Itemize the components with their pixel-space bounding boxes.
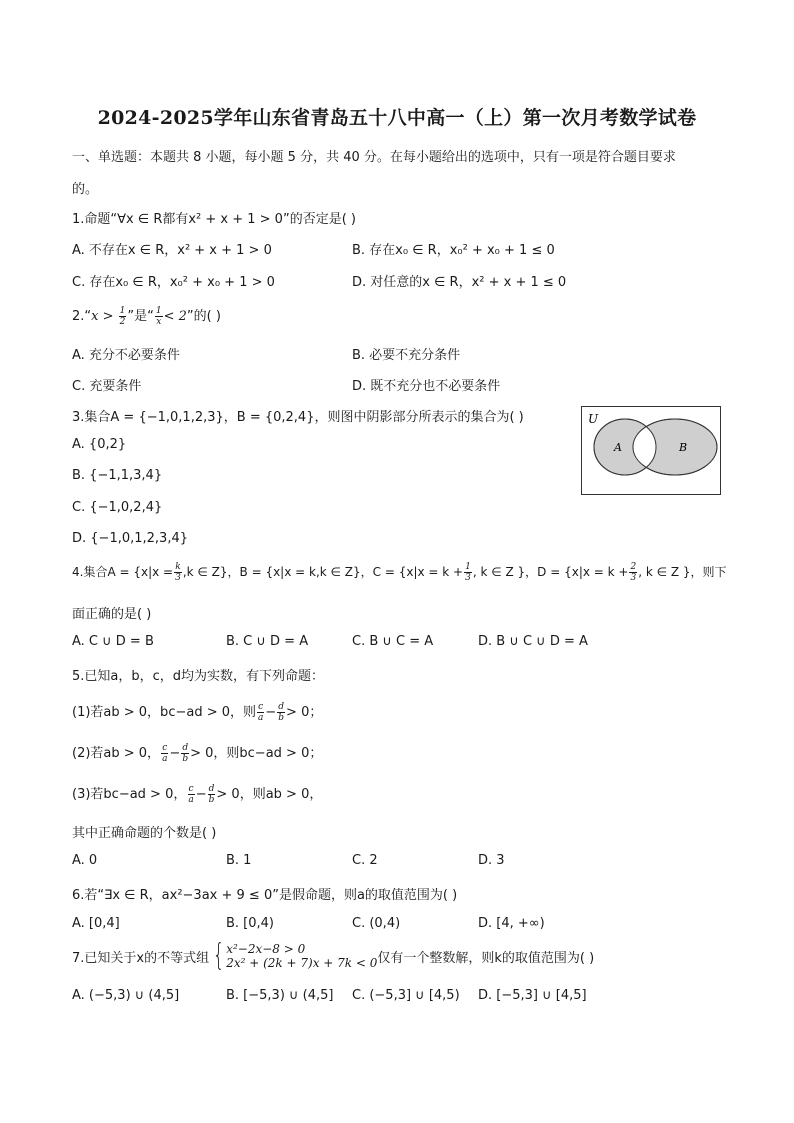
q2-half-fraction xyxy=(119,306,127,327)
q5-s3-d: d xyxy=(208,784,215,794)
q4-option-c: C. B ∪ C = A xyxy=(352,634,434,649)
q4-part1: 4.集合A = {x|x = xyxy=(72,565,174,579)
q6-option-c: C. (0,4) xyxy=(352,916,401,931)
q5-s3-minus: − xyxy=(195,787,207,802)
q1-option-a: A. 不存在x ∈ R，x² + x + 1 > 0 xyxy=(72,243,272,258)
q5-s2-d: d xyxy=(182,743,189,753)
q3-option-a: A. {0,2} xyxy=(72,437,127,452)
q5-ask: 其中正确命题的个数是( ) xyxy=(72,826,217,841)
q2-lt2: < 2 xyxy=(163,309,187,324)
q4-part2: ,k ∈ Z}，B = {x|x = k,k ∈ Z}，C = {x|x = k + xyxy=(182,565,464,579)
q4-option-d: D. B ∪ C ∪ D = A xyxy=(478,634,588,649)
q2-inv-den: x xyxy=(156,317,162,327)
q7-post: 仅有一个整数解，则k的取值范围为( ) xyxy=(377,950,595,966)
q5-s2-frac-ca xyxy=(161,743,168,764)
venn-label-a: A xyxy=(614,441,622,454)
q5-s3-pre: (3)若bc−ad > 0， xyxy=(72,787,187,802)
q5-s3-post: > 0，则ab > 0， xyxy=(216,787,323,802)
q4-option-a: A. C ∪ D = B xyxy=(72,634,154,649)
page-title: 2024-2025学年山东省青岛五十八中高一（上）第一次月考数学试卷 xyxy=(97,107,697,129)
q3-option-d: D. {−1,0,1,2,3,4} xyxy=(72,531,188,546)
q5-s3-frac-ca xyxy=(187,784,194,805)
q5-option-a: A. 0 xyxy=(72,853,98,868)
q7-option-d: D. [−5,3] ∪ [4,5] xyxy=(478,988,587,1003)
q1-option-d: D. 对任意的x ∈ R，x² + x + 1 ≤ 0 xyxy=(352,275,567,290)
q5-option-b: B. 1 xyxy=(226,853,252,868)
q5-s2-a: a xyxy=(162,754,168,764)
q2-x-gt: x > xyxy=(91,309,114,324)
q5-s2-pre: (2)若ab > 0， xyxy=(72,746,161,761)
q5-s3-b: b xyxy=(208,795,215,805)
q5-s1-minus: − xyxy=(265,705,277,720)
q4-part4: , k ∈ Z }，则下 xyxy=(638,565,727,579)
q7-option-a: A. (−5,3) ∪ (4,5] xyxy=(72,988,180,1003)
q1-option-b: B. 存在x₀ ∈ R，x₀² + x₀ + 1 ≤ 0 xyxy=(352,243,555,258)
q7-pre: 7.已知关于x的不等式组 xyxy=(72,950,210,966)
q5-s1-post: > 0； xyxy=(286,705,323,720)
venn-label-b: B xyxy=(679,441,688,454)
venn-label-u: U xyxy=(588,412,599,426)
section-header-line2: 的。 xyxy=(72,182,99,197)
q7-option-b: B. [−5,3) ∪ (4,5] xyxy=(226,988,334,1003)
q2-pre: 2.“ xyxy=(72,309,92,324)
q2-option-d: D. 既不充分也不必要条件 xyxy=(352,379,501,394)
q2-post: ”的( ) xyxy=(186,309,221,324)
q5-option-d: D. 3 xyxy=(478,853,505,868)
q4-frac3 xyxy=(629,562,637,583)
q7-stem xyxy=(72,938,595,973)
q5-s1-b: b xyxy=(278,713,285,723)
q5-s1-frac-db xyxy=(277,702,285,723)
q4-frac1 xyxy=(174,562,182,583)
q5-s3-frac-db xyxy=(208,784,216,805)
q5-s2-minus: − xyxy=(169,746,181,761)
q5-s2-post: > 0，则bc−ad > 0； xyxy=(190,746,323,761)
q3-option-c: C. {−1,0,2,4} xyxy=(72,500,163,515)
q5-s3-c: c xyxy=(188,784,194,794)
q7-row1: x²−2x−8 > 0 xyxy=(226,942,306,956)
q6-option-d: D. [4, +∞) xyxy=(478,916,545,931)
q4-part3: , k ∈ Z }，D = {x|x = k + xyxy=(472,565,629,579)
q5-statement-3 xyxy=(72,783,322,805)
q6-stem: 6.若“∃x ∈ R，ax²−3ax + 9 ≤ 0”是假命题，则a的取值范围为( ) xyxy=(72,888,458,903)
q7-rows xyxy=(226,942,377,970)
q4-frac2 xyxy=(464,562,472,583)
q2-half-den: 2 xyxy=(119,317,126,327)
q2-option-a: A. 充分不必要条件 xyxy=(72,348,180,363)
q7-row2: 2x² + (2k + 7)x + 7k < 0 xyxy=(226,956,378,970)
q2-mid: ”是“ xyxy=(127,309,154,324)
q2-option-b: B. 必要不充分条件 xyxy=(352,348,461,363)
q5-s3-a: a xyxy=(188,795,194,805)
q5-s2-frac-db xyxy=(181,743,189,764)
q5-option-c: C. 2 xyxy=(352,853,378,868)
q1-stem: 1.命题“∀x ∈ R都有x² + x + 1 > 0”的否定是( ) xyxy=(72,212,356,227)
q4-frac3-den: 3 xyxy=(630,573,637,583)
q3-option-b: B. {−1,1,3,4} xyxy=(72,468,163,483)
section-header-line1: 一、单选题：本题共 8 小题，每小题 5 分，共 40 分。在每小题给出的选项中，只有一项是符合题目要求 xyxy=(72,150,676,165)
q3-stem: 3.集合A = {−1,0,1,2,3}，B = {0,2,4}，则图中阴影部分所表示的集合为( ) xyxy=(72,410,524,425)
q5-s2-b: b xyxy=(182,754,189,764)
q2-option-c: C. 充要条件 xyxy=(72,379,142,394)
q5-statement-1 xyxy=(72,701,322,723)
q4-option-b: B. C ∪ D = A xyxy=(226,634,309,649)
venn-diagram xyxy=(581,406,721,496)
q4-stem xyxy=(72,562,727,583)
q6-option-a: A. [0,4] xyxy=(72,916,120,931)
q2-inv-fraction xyxy=(155,306,163,327)
q5-s1-pre: (1)若ab > 0，bc−ad > 0，则 xyxy=(72,705,256,720)
q7-brace: { xyxy=(212,938,225,973)
q4-frac2-num: 1 xyxy=(465,562,471,572)
q7-option-c: C. (−5,3] ∪ [4,5) xyxy=(352,988,460,1003)
q4-frac1-den: 3 xyxy=(175,573,181,583)
q4-frac2-den: 3 xyxy=(465,573,471,583)
q4-frac3-num: 2 xyxy=(630,562,637,572)
q5-s1-d: d xyxy=(278,702,285,712)
q5-statement-2 xyxy=(72,742,322,764)
q6-option-b: B. [0,4) xyxy=(226,916,275,931)
q5-s2-c: c xyxy=(162,743,168,753)
q7-inequality-system xyxy=(209,938,378,973)
q1-option-c: C. 存在x₀ ∈ R，x₀² + x₀ + 1 > 0 xyxy=(72,275,275,290)
q5-s1-a: a xyxy=(258,713,264,723)
q5-s1-c: c xyxy=(258,702,264,712)
q5-stem: 5.已知a，b，c，d均为实数，有下列命题： xyxy=(72,669,325,684)
q4-stem-line2: 面正确的是( ) xyxy=(72,607,152,622)
q2-inv-num: 1 xyxy=(155,306,162,316)
q2-stem xyxy=(72,305,221,327)
q5-s1-frac-ca xyxy=(257,702,264,723)
q2-half-num: 1 xyxy=(119,306,126,316)
q4-frac1-num: k xyxy=(175,562,181,572)
